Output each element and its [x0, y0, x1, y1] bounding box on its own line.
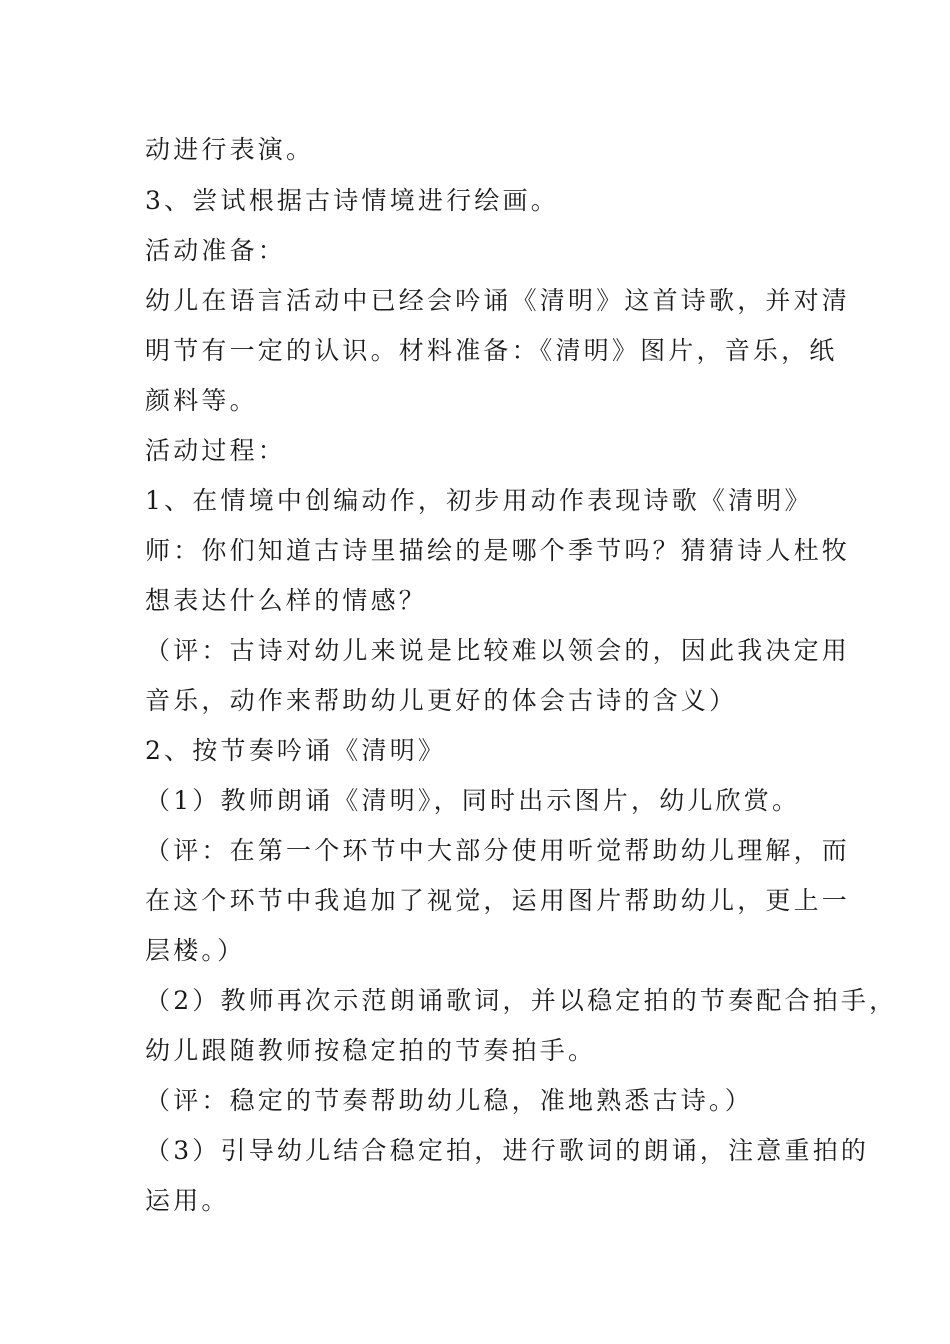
text-line: 在这个环节中我追加了视觉，运用图片帮助幼儿，更上一 [145, 886, 851, 915]
text-line: 3、尝试根据古诗情境进行绘画。 [145, 186, 559, 215]
text-line: （评：稳定的节奏帮助幼儿稳，准地熟悉古诗。） [145, 1086, 753, 1115]
section-heading: 活动准备： [145, 236, 287, 265]
text-line: （1）教师朗诵《清明》，同时出示图片，幼儿欣赏。 [145, 786, 801, 815]
text-line: 音乐，动作来帮助幼儿更好的体会古诗的含义） [145, 686, 738, 715]
text-line: （3）引导幼儿结合稳定拍，进行歌词的朗诵，注意重拍的 [145, 1136, 870, 1165]
text-line: 幼儿在语言活动中已经会吟诵《清明》这首诗歌，并对清 [145, 286, 851, 315]
text-line: 层楼。） [145, 936, 246, 965]
text-line: 动进行表演。 [145, 135, 315, 164]
text-line: 师：你们知道古诗里描绘的是哪个季节吗？猜猜诗人杜牧 [145, 536, 851, 565]
section-heading: 活动过程： [145, 436, 287, 465]
text-line: （2）教师再次示范朗诵歌词，并以稳定拍的节奏配合拍手， [145, 986, 898, 1015]
text-line: （评：在第一个环节中大部分使用听觉帮助幼儿理解，而 [145, 836, 851, 865]
text-line: （评：古诗对幼儿来说是比较难以领会的，因此我决定用 [145, 636, 851, 665]
text-line: 1、在情境中创编动作，初步用动作表现诗歌《清明》 [145, 486, 813, 515]
text-line: 想表达什么样的情感？ [145, 586, 428, 615]
text-line: 2、按节奏吟诵《清明》 [145, 736, 447, 765]
text-line: 颜料等。 [145, 386, 258, 415]
text-line: 幼儿跟随教师按稳定拍的节奏拍手。 [145, 1036, 597, 1065]
text-line: 运用。 [145, 1186, 230, 1215]
text-line: 明节有一定的认识。材料准备：《清明》图片，音乐，纸 [145, 336, 838, 365]
